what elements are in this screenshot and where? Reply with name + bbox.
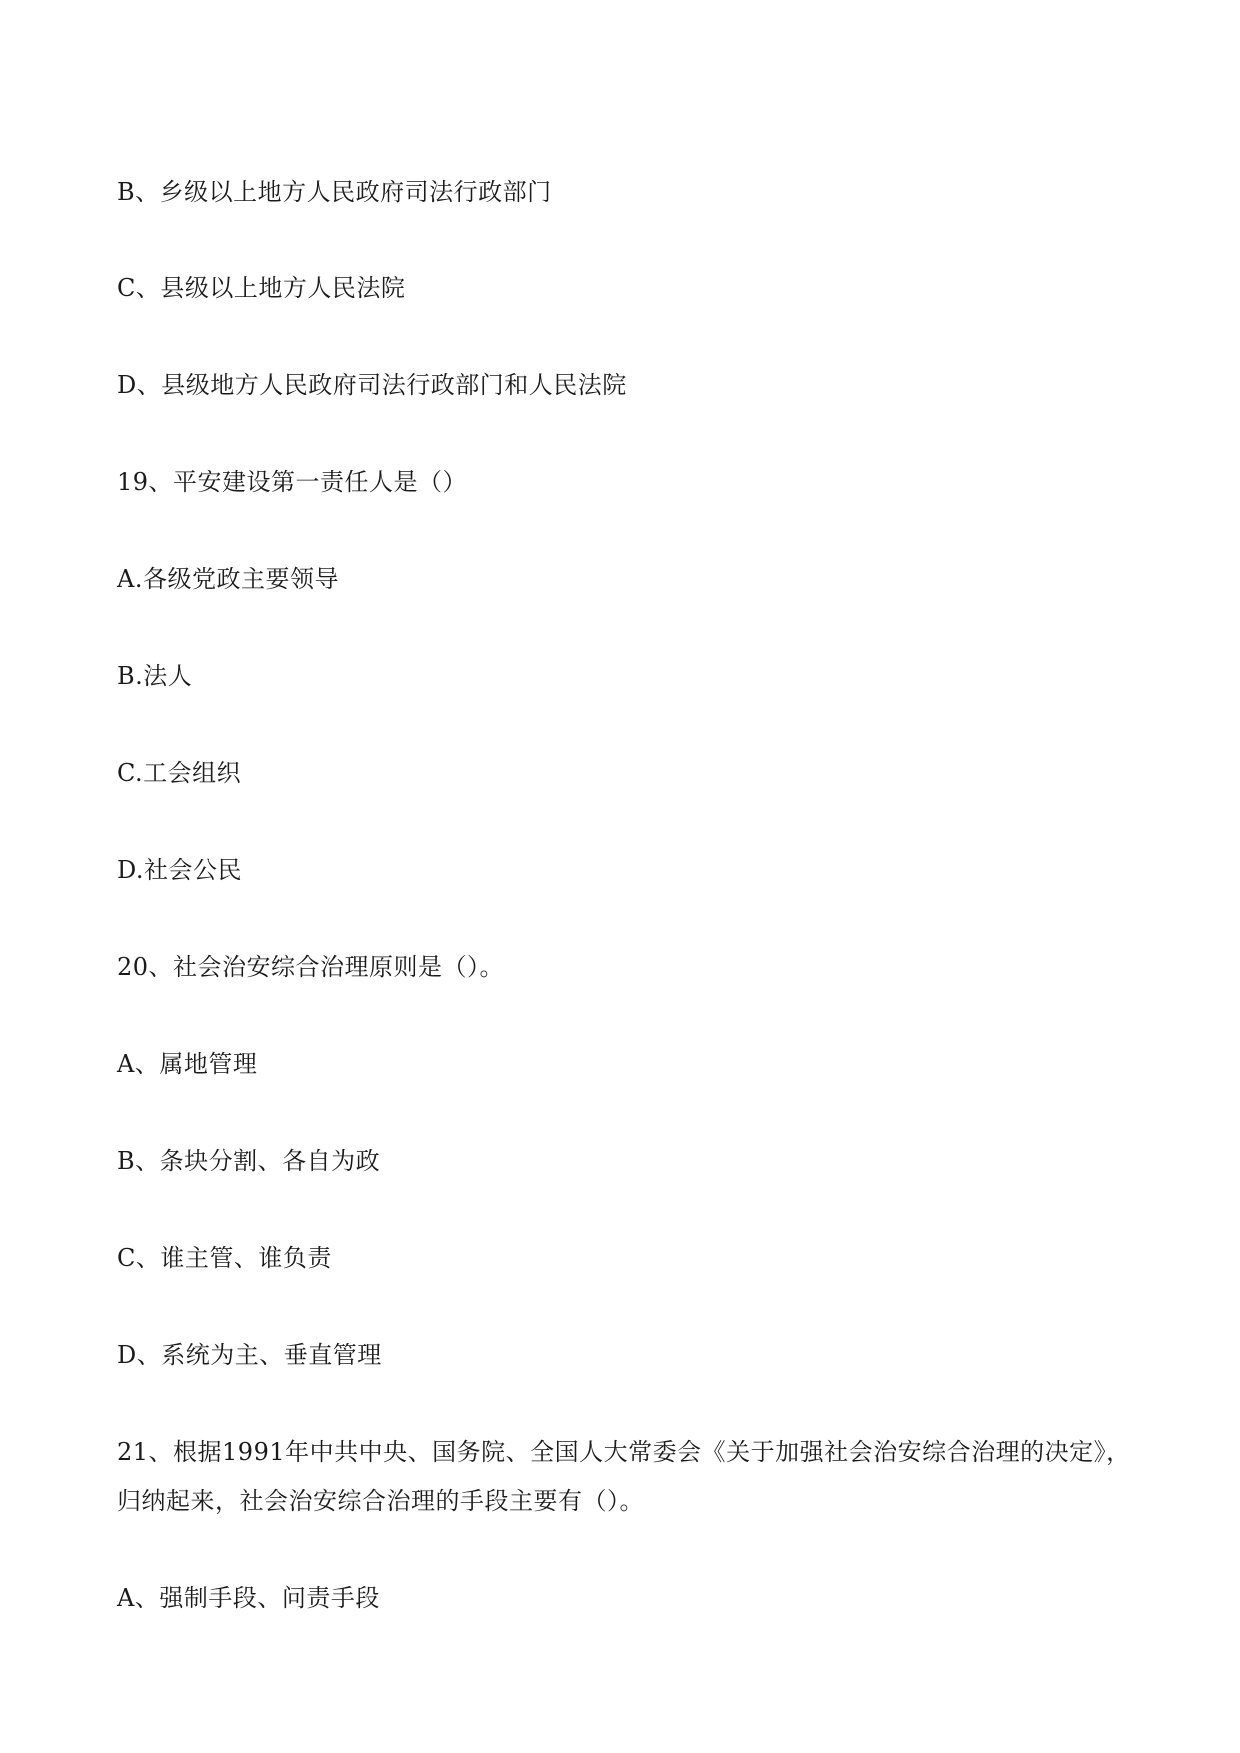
option-line: D、县级地方人民政府司法行政部门和人民法院 xyxy=(117,371,627,399)
option-line: C、县级以上地方人民法院 xyxy=(117,274,406,302)
question-line: 归纳起来，社会治安综合治理的手段主要有（）。 xyxy=(117,1487,644,1515)
option-line: B、乡级以上地方人民政府司法行政部门 xyxy=(117,178,552,206)
question-line: 21、根据1991年中共中央、国务院、全国人大常委会《关于加强社会治安综合治理的决定》， xyxy=(117,1438,1131,1466)
option-line: A.各级党政主要领导 xyxy=(117,565,339,593)
option-line: C.工会组织 xyxy=(117,759,242,787)
question-line: 20、社会治安综合治理原则是（）。 xyxy=(117,953,505,981)
option-line: B、条块分割、各自为政 xyxy=(117,1147,381,1175)
option-line: D、系统为主、垂直管理 xyxy=(117,1341,382,1369)
question-line: 19、平安建设第一责任人是（） xyxy=(117,468,468,496)
option-line: C、谁主管、谁负责 xyxy=(117,1244,332,1272)
option-line: A、强制手段、问责手段 xyxy=(117,1584,380,1612)
option-line: B.法人 xyxy=(117,662,193,690)
option-line: D.社会公民 xyxy=(117,856,243,884)
option-line: A、属地管理 xyxy=(117,1050,258,1078)
